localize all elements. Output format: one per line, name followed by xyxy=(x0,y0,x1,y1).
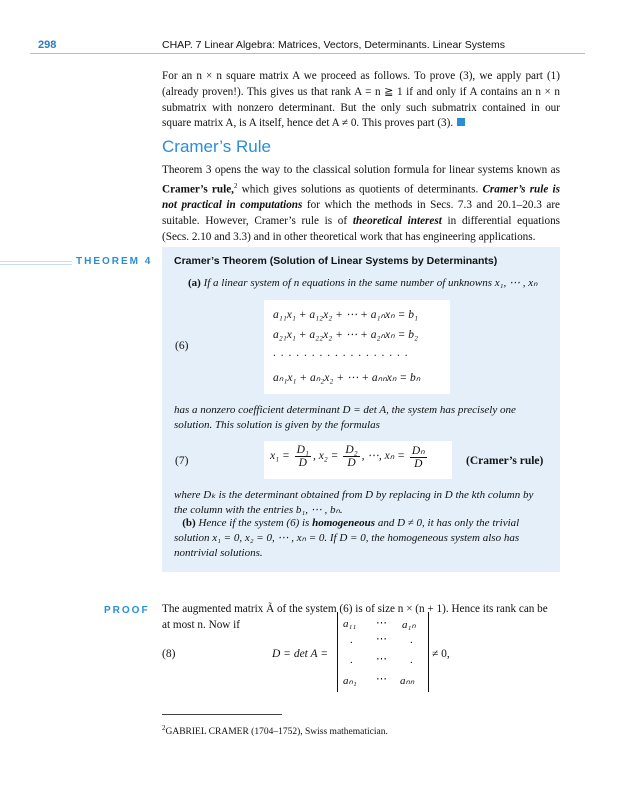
eq6-row-n: aₙ₁x₁ + aₙ₂x₂ + ⋯ + aₙₙxₙ = bₙ xyxy=(273,372,421,384)
eq7-num-2: D₂ xyxy=(345,444,358,456)
eq8-rhs: ≠ 0, xyxy=(432,648,450,660)
eq8-determinant[interactable] xyxy=(337,612,429,692)
page-number: 298 xyxy=(38,39,57,51)
matrix-a11: a₁₁ xyxy=(343,618,357,630)
header-rule xyxy=(30,53,585,54)
cramer-rule-term: Cramer’s rule, xyxy=(162,183,234,196)
theorem-title: Cramer’s Theorem (Solution of Linear Systems by Determinants) xyxy=(174,255,498,267)
footnote-ref: 2 xyxy=(233,181,238,190)
running-head: CHAP. 7 Linear Algebra: Matrices, Vectors, Determinants. Linear Systems xyxy=(162,39,505,51)
part-b-line1b: and D ≠ 0, it has only the trivial xyxy=(375,517,520,529)
eq7-x1: x₁ = xyxy=(270,450,290,463)
theoretical-interest-emph: theoretical interest xyxy=(352,215,442,228)
matrix-dots-r4: ⋯ xyxy=(376,673,387,685)
eq7-dots: , ⋯, xyxy=(361,450,382,463)
part-b-line3: nontrivial solutions. xyxy=(174,547,263,559)
where-text xyxy=(174,488,550,518)
proof-line1: The augmented matrix Ã of the system (6) is of size n × (n + 1). Hence its rank can be xyxy=(162,603,548,615)
eq7-den-1: D xyxy=(298,457,307,469)
after-eq6-line2: solution. This solution is given by the formulas xyxy=(174,419,380,431)
eq7-frac-n xyxy=(410,443,427,470)
eq7-frac-2 xyxy=(343,444,359,469)
eq7-formula: x₁ = $\frac{\text{D₁}}{D}$ , x₂ = $\frac{\text{D₂}}{D}$ , ⋯, xₙ = $\frac{\text{Dₙ}}{D}$ xyxy=(270,444,425,470)
eq7-den-n: D xyxy=(414,458,423,470)
part-b-line2: solution x₁ = 0, x₂ = 0, ⋯ , xₙ = 0. If D = 0, the homogeneous system also has xyxy=(174,532,520,544)
eq8-number: (8) xyxy=(162,648,176,660)
section-line2: which gives solutions as quotients of determinants. xyxy=(237,183,483,196)
footnote-text: GABRIEL CRAMER (1704–1752), Swiss mathematician. xyxy=(165,727,388,738)
eq7-x2: x₂ = xyxy=(318,450,339,463)
eq8-lhs: D = det A = xyxy=(272,648,328,660)
where-line1: where Dₖ is the determinant obtained from D by replacing in D the kth column by xyxy=(174,489,534,501)
eq6-row-dots: . . . . . . . . . . . . . . . . . . xyxy=(273,347,409,359)
intro-paragraph xyxy=(162,69,560,132)
theorem-label: THEOREM 4 xyxy=(76,256,153,267)
section-line4a: However, Cramer’s rule is of xyxy=(205,215,353,228)
after-eq6-line1: has a nonzero coefficient determinant D = det A, the system has precisely one xyxy=(174,404,516,416)
theorem-label-rule-2 xyxy=(0,264,72,265)
eq6-number: (6) xyxy=(175,340,189,352)
section-line3: for which the methods in Secs. 7.3 and 20.1–20.3 are suitable. xyxy=(162,199,561,228)
section-line5: 3.3) and in other theoretical work that has engineering applications. xyxy=(233,230,536,243)
part-b-line1a: Hence if the system (6) is xyxy=(198,517,313,529)
matrix-dot-r2c3: . xyxy=(410,634,413,646)
eq6-row-1: a₁₁x₁ + a₁₂x₂ + ⋯ + a₁ₙxₙ = b₁ xyxy=(273,309,419,321)
proof-line2: at most n. Now if xyxy=(162,618,240,631)
matrix-dots-r2: ⋯ xyxy=(376,633,387,645)
after-eq6-text xyxy=(174,403,550,433)
not-practical-emph: Cramer’s rule is not xyxy=(162,183,560,212)
part-b-label: (b) xyxy=(182,517,196,529)
matrix-dots-r3: ⋯ xyxy=(376,653,387,665)
matrix-dot-r2c1: . xyxy=(350,634,353,646)
eq7-den-2: D xyxy=(347,457,356,469)
footnote-rule xyxy=(162,714,282,715)
eq7-number: (7) xyxy=(175,455,189,467)
end-of-proof-icon xyxy=(457,118,465,126)
part-a-label: (a) xyxy=(188,277,201,289)
matrix-dot-r3c3: . xyxy=(410,654,413,666)
eq7-xn: xₙ = xyxy=(384,450,405,463)
cramer-rule-label: (Cramer’s rule) xyxy=(466,455,544,467)
eq7-frac-1 xyxy=(295,444,311,469)
matrix-a1n: a₁ₙ xyxy=(402,619,416,631)
matrix-dot-r3c1: . xyxy=(350,654,353,666)
footnote xyxy=(162,724,388,737)
section-line1: Theorem 3 opens the way to the classical solution formula for linear systems known as xyxy=(162,164,560,176)
theorem-label-rule xyxy=(0,261,72,262)
theorem-part-b xyxy=(174,516,550,561)
intro-text: For an n × n square matrix A we proceed as follows. To prove (3), we apply part (1) (already proven!). This gives us that rank A = n ≧ 1 if and only if A contains an n × n submatrix with nonzero determinant. But the only such submatrix contained in our square matrix A, is A itself, hence det A ≠ 0. This proves part (3). xyxy=(162,70,560,130)
section-paragraph xyxy=(162,163,560,246)
proof-label: PROOF xyxy=(104,605,150,616)
theorem-part-a xyxy=(188,276,537,291)
matrix-dots-r1: ⋯ xyxy=(376,617,387,629)
matrix-an1: aₙ₁ xyxy=(343,675,357,687)
homogeneous-term: homogeneous xyxy=(312,517,376,529)
matrix-ann: aₙₙ xyxy=(400,675,415,687)
eq7-num-n: Dₙ xyxy=(411,445,425,457)
section-line4b: in differential equations (Secs. 2.10 and xyxy=(162,215,561,243)
eq7-num-1: D₁ xyxy=(296,444,309,456)
eq6-row-2: a₂₁x₁ + a₂₂x₂ + ⋯ + a₂ₙxₙ = b₂ xyxy=(273,329,419,341)
part-a-text: If a linear system of n equations in the same number of unknowns x₁, ⋯ , xₙ xyxy=(203,277,538,289)
footnote-marker: 2 xyxy=(162,724,166,732)
where-line2: the column with the entries b₁, ⋯ , bₙ. xyxy=(174,504,343,516)
practical-emph: practical in computations xyxy=(181,199,303,212)
section-title: Cramer’s Rule xyxy=(162,137,271,156)
